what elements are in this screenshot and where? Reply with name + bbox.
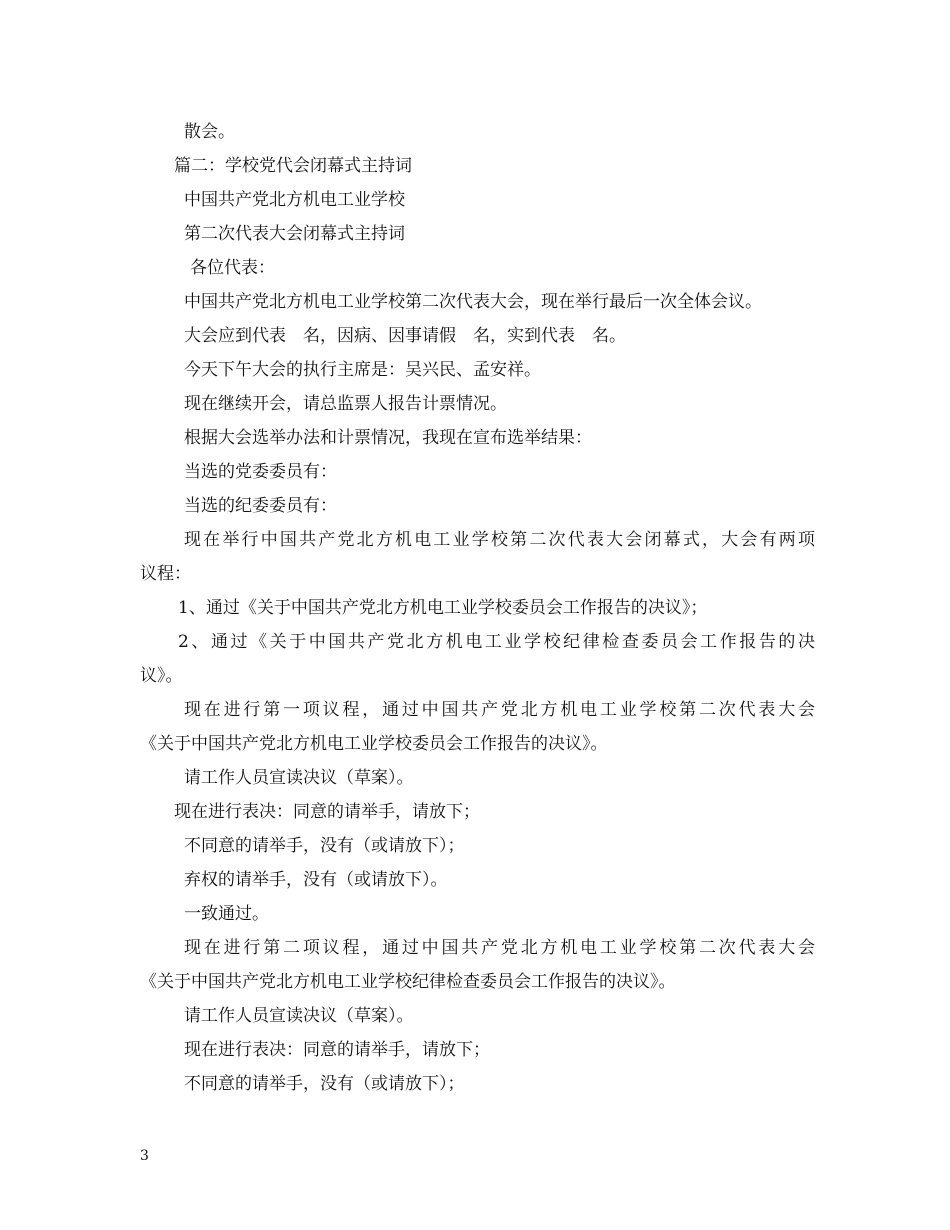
text-line: 当选的纪委委员有： — [184, 496, 337, 516]
text-line: 弃权的请举手，没有（或请放下）。 — [184, 870, 448, 890]
text-line: 议》。 — [140, 666, 183, 686]
text-line: 议程： — [140, 564, 191, 584]
text-line: 现在进行表决：同意的请举手，请放下； — [184, 1040, 490, 1060]
agenda-item-1: 1、通过《关于中国共产党北方机电工业学校委员会工作报告的决议》； — [178, 598, 708, 618]
text-line: 现在进行表决：同意的请举手，请放下； — [174, 802, 480, 822]
text-line: 当选的党委委员有： — [184, 462, 337, 482]
text-line: 大会应到代表 名，因病、因事请假 名，实到代表 名。 — [184, 326, 626, 346]
text-line: 现在进行第二项议程，通过中国共产党北方机电工业学校第二次代表大会 — [184, 938, 815, 958]
salutation: 各位代表： — [190, 258, 275, 278]
agenda-item-2: 2、通过《关于中国共产党北方机电工业学校纪律检查委员会工作报告的决 — [178, 632, 815, 652]
document-body — [140, 115, 815, 1101]
text-line: 中国共产党北方机电工业学校第二次代表大会，现在举行最后一次全体会议。 — [184, 292, 762, 312]
text-line: 请工作人员宣读决议（草案）。 — [184, 1006, 414, 1026]
text-line: 请工作人员宣读决议（草案）。 — [184, 768, 414, 788]
text-line: 现在进行第一项议程，通过中国共产党北方机电工业学校第二次代表大会 — [184, 700, 815, 720]
text-line: 《关于中国共产党北方机电工业学校委员会工作报告的决议》。 — [140, 734, 608, 754]
text-line: 根据大会选举办法和计票情况，我现在宣布选举结果： — [184, 428, 592, 448]
text-line: 第二次代表大会闭幕式主持词 — [184, 224, 405, 244]
section-heading: 篇二：学校党代会闭幕式主持词 — [174, 156, 412, 176]
page-number: 3 — [140, 1148, 149, 1164]
text-line: 现在继续开会，请总监票人报告计票情况。 — [184, 394, 507, 414]
text-line: 不同意的请举手，没有（或请放下）； — [184, 836, 465, 856]
text-line: 今天下午大会的执行主席是：吴兴民、孟安祥。 — [184, 360, 541, 380]
text-line: 现在举行中国共产党北方机电工业学校第二次代表大会闭幕式，大会有两项 — [184, 530, 815, 550]
text-line: 中国共产党北方机电工业学校 — [184, 190, 405, 210]
text-line: 散会。 — [184, 122, 235, 142]
text-line: 一致通过。 — [184, 904, 269, 924]
text-line: 《关于中国共产党北方机电工业学校纪律检查委员会工作报告的决议》。 — [140, 972, 676, 992]
text-line: 不同意的请举手，没有（或请放下）； — [184, 1074, 465, 1094]
